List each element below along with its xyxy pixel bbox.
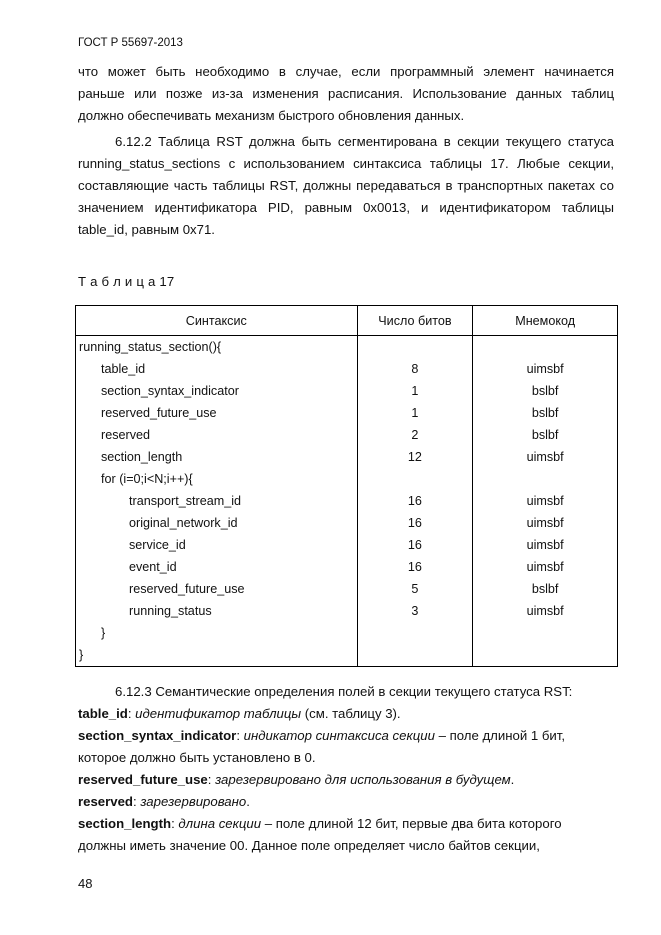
bits-cell: 16 [357, 490, 473, 512]
table-row [76, 578, 618, 600]
definition-continuation: которое должно быть установлено в 0. [78, 750, 316, 765]
mnemonic-cell: uimsbf [473, 512, 618, 534]
bits-cell: 16 [357, 534, 473, 556]
syntax-cell: running_status [76, 600, 358, 622]
syntax-cell: service_id [76, 534, 358, 556]
mnemonic-cell [473, 336, 618, 359]
table-caption: Т а б л и ц а 17 [78, 274, 175, 289]
mnemonic-cell [473, 468, 618, 490]
syntax-cell: running_status_section(){ [76, 336, 358, 359]
text-line: running_status_sections с использованием синтаксиса таблицы 17. Любые секции, [78, 156, 614, 171]
separator: : [127, 706, 136, 721]
definition-section-syntax-indicator [78, 725, 618, 747]
bits-cell [357, 468, 473, 490]
separator: : [171, 816, 179, 831]
separator: : [207, 772, 216, 787]
syntax-table [75, 305, 618, 667]
table-row [76, 600, 618, 622]
column-header-syntax: Синтаксис [76, 306, 358, 336]
syntax-cell: reserved_future_use [76, 578, 358, 600]
field-term: section_syntax_indicator [78, 728, 237, 743]
mnemonic-cell: uimsbf [473, 534, 618, 556]
syntax-cell: transport_stream_id [76, 490, 358, 512]
field-definition: зарезервировано для использования в будущем [215, 772, 511, 787]
table-row [76, 336, 618, 359]
field-term: reserved [78, 794, 133, 809]
field-note: . [246, 794, 250, 809]
mnemonic-cell: uimsbf [473, 600, 618, 622]
definition-reserved-future-use [78, 769, 618, 791]
text-line: составляющие часть таблицы RST, должны передаваться в транспортных пакетах со [78, 178, 614, 193]
column-header-bits: Число битов [357, 306, 473, 336]
mnemonic-cell: uimsbf [473, 556, 618, 578]
field-note: (см. таблицу 3). [301, 706, 401, 721]
field-definition: длина секции [178, 816, 262, 831]
mnemonic-cell [473, 644, 618, 667]
definition-reserved [78, 791, 618, 813]
syntax-cell: table_id [76, 358, 358, 380]
bits-cell [357, 644, 473, 667]
table-row [76, 556, 618, 578]
field-definition: идентификатор таблицы [135, 706, 302, 721]
syntax-cell: section_syntax_indicator [76, 380, 358, 402]
definition-continuation: должны иметь значение 00. Данное поле определяет число байтов секции, [78, 838, 540, 853]
table-row [76, 468, 618, 490]
mnemonic-cell: bslbf [473, 424, 618, 446]
table-row [76, 402, 618, 424]
table-row [76, 490, 618, 512]
table-header-row [76, 306, 618, 336]
mnemonic-cell: bslbf [473, 380, 618, 402]
definition-table-id [78, 703, 618, 725]
table-row [76, 644, 618, 667]
syntax-cell: } [76, 644, 358, 667]
paragraph-intro [78, 61, 614, 127]
field-note: – поле длиной 1 бит, [434, 728, 566, 743]
bits-cell: 1 [357, 402, 473, 424]
syntax-cell: event_id [76, 556, 358, 578]
bits-cell [357, 622, 473, 644]
syntax-cell: original_network_id [76, 512, 358, 534]
syntax-cell: reserved [76, 424, 358, 446]
field-definition: индикатор синтаксиса секции [243, 728, 435, 743]
field-term: section_length [78, 816, 172, 831]
mnemonic-cell: uimsbf [473, 490, 618, 512]
mnemonic-cell [473, 622, 618, 644]
table-row [76, 512, 618, 534]
semantics-section [78, 681, 618, 857]
mnemonic-cell: uimsbf [473, 446, 618, 468]
syntax-cell: } [76, 622, 358, 644]
field-term: table_id [78, 706, 128, 721]
mnemonic-cell: bslbf [473, 402, 618, 424]
table-row [76, 534, 618, 556]
table-row [76, 446, 618, 468]
syntax-cell: reserved_future_use [76, 402, 358, 424]
table-row [76, 380, 618, 402]
table-row [76, 622, 618, 644]
field-note: – поле длиной 12 бит, первые два бита которого [261, 816, 562, 831]
separator: : [236, 728, 244, 743]
text-line: должно обеспечивать механизм быстрого обновления данных. [78, 108, 465, 123]
bits-cell: 1 [357, 380, 473, 402]
text-line: table_id, равным 0x71. [78, 222, 215, 237]
text-line: что может быть необходимо в случае, если программный элемент начинается [78, 64, 614, 79]
text-line: 6.12.2 Таблица RST должна быть сегментирована в секции текущего статуса [115, 134, 614, 149]
field-note: . [510, 772, 515, 787]
document-header: ГОСТ Р 55697-2013 [78, 37, 183, 49]
definition-section-length [78, 813, 618, 835]
table-row [76, 358, 618, 380]
mnemonic-cell: bslbf [473, 578, 618, 600]
syntax-cell: section_length [76, 446, 358, 468]
syntax-cell: for (i=0;i<N;i++){ [76, 468, 358, 490]
column-header-mnemonic: Мнемокод [473, 306, 618, 336]
bits-cell: 16 [357, 556, 473, 578]
separator: : [133, 794, 141, 809]
bits-cell: 3 [357, 600, 473, 622]
bits-cell: 5 [357, 578, 473, 600]
bits-cell: 16 [357, 512, 473, 534]
text-line: раньше или позже из-за изменения расписания. Использование данных таблиц [78, 86, 614, 101]
bits-cell [357, 336, 473, 359]
mnemonic-cell: uimsbf [473, 358, 618, 380]
bits-cell: 8 [357, 358, 473, 380]
field-definition: зарезервировано [140, 794, 247, 809]
field-term: reserved_future_use [78, 772, 208, 787]
page-number: 48 [78, 876, 93, 891]
text-line: значением идентификатора PID, равным 0x0013, и идентификатором таблицы [78, 200, 614, 215]
semantics-intro: 6.12.3 Семантические определения полей в секции текущего статуса RST: [115, 684, 573, 699]
table-row [76, 424, 618, 446]
paragraph-6-12-2 [78, 131, 614, 241]
bits-cell: 12 [357, 446, 473, 468]
bits-cell: 2 [357, 424, 473, 446]
